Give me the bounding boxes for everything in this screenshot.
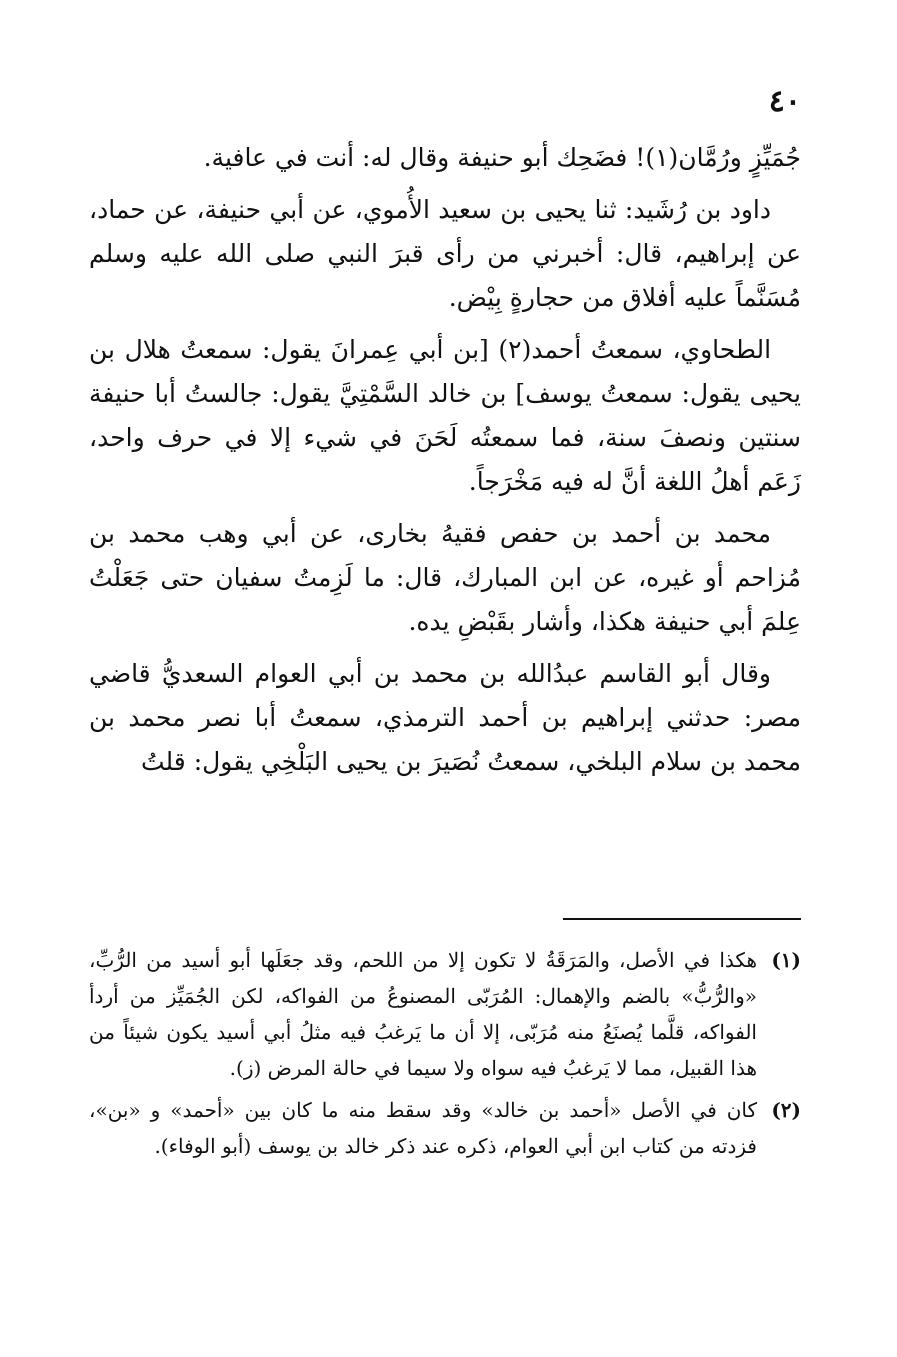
footnote-text: كان في الأصل «أحمد بن خالد» وقد سقط منه ما كان بين «أحمد» و «بن»، فزدته من كتاب ابن أبي العوام، ذكره عند ذكر خالد بن يوسف (أبو الوفاء). xyxy=(89,1098,757,1158)
footnotes xyxy=(89,942,801,1170)
footnote xyxy=(89,942,801,1086)
page-number: ٤٠ xyxy=(768,84,801,119)
main-text xyxy=(89,136,801,792)
footnote xyxy=(89,1092,801,1164)
footnote-separator xyxy=(563,918,801,920)
paragraph: وقال أبو القاسم عبدُالله بن محمد بن أبي العوام السعديُّ قاضي مصر: حدثني إبراهيم بن أحمد الترمذي، سمعتُ أبا نصر محمد بن محمد بن سلام البلخي، سمعتُ نُصَيرَ بن يحيى البَلْخِي يقول: قلتُ xyxy=(89,659,801,776)
paragraph: داود بن رُشَيد: ثنا يحيى بن سعيد الأُموي، عن أبي حنيفة، عن حماد، عن إبراهيم، قال: أخبرني من رأى قبرَ النبي صلى الله عليه وسلم مُسَنَّماً عليه أفلاق من حجارةٍ بِيْض. xyxy=(89,195,801,312)
footnote-number: (١) xyxy=(771,948,801,972)
paragraph: الطحاوي، سمعتُ أحمد(٢) [بن أبي عِمرانَ يقول: سمعتُ هلال بن يحيى يقول: سمعتُ يوسف] بن خالد السَّمْتِيَّ يقول: جالستُ أبا حنيفة سنتين ونصفَ سنة، فما سمعتُه لَحَنَ في شيء إلا في حرف واحد، زَعَم أهلُ اللغة أنَّ له فيه مَخْرَجاً. xyxy=(89,335,801,496)
paragraph: محمد بن أحمد بن حفص فقيهُ بخارى، عن أبي وهب محمد بن مُزاحم أو غيره، عن ابن المبارك، قال: ما لَزِمتُ سفيان حتى جَعَلْتُ عِلمَ أبي حنيفة هكذا، وأشار بقَبْضِ يده. xyxy=(89,519,801,636)
footnote-text: هكذا في الأصل، والمَرَقَةُ لا تكون إلا من اللحم، وقد جعَلَها أبو أسيد من الرُّبِّ، «والرُّبُّ» بالضم والإهمال: المُرَبّى المصنوعُ من الفواكه، لكن الجُمَيِّز من أردأ الفواكه، قلَّما يُصنَعُ منه مُرَبّى، إلا أن ما يَرغبُ فيه مثلُ أبي أسيد يكون شيئاً من هذا القبيل، مما لا يَرغبُ فيه سواه ولا سيما في حالة المرض (ز). xyxy=(89,948,757,1080)
footnote-number: (٢) xyxy=(771,1098,801,1122)
paragraph: جُمَيِّزٍ ورُمَّان(١)! فضَحِك أبو حنيفة وقال له: أنت في عافية. xyxy=(203,143,801,172)
